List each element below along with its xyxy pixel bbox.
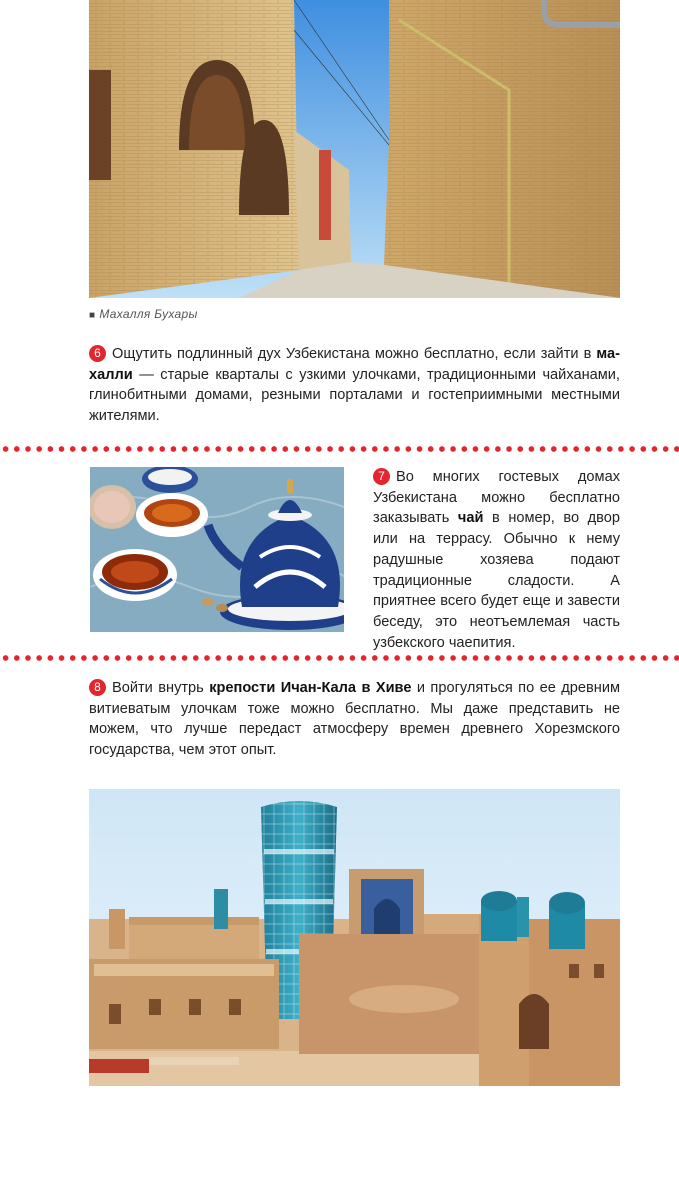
tip-8-keyword: крепости Ичан-Кала в Хиве xyxy=(209,680,412,696)
caption-square-icon: ■ xyxy=(89,310,96,321)
itchan-kala-photo xyxy=(89,789,620,1086)
tip-7-text xyxy=(373,467,620,653)
tea-set-photo xyxy=(90,467,344,632)
tip-6-keyword: ма-халли xyxy=(89,346,620,383)
caption-text: Махалля Бухары xyxy=(99,307,198,321)
tip-number-badge: 8 xyxy=(89,679,106,696)
tip-8-text-start: Войти внутрь xyxy=(112,680,210,696)
tip-6-text xyxy=(89,344,620,427)
tip-7-text-start: Во многих гостевых домах Узбекистана можно бесплатно заказывать xyxy=(373,469,620,527)
tip-8-text-end: и прогуляться по ее древним витиеватым улочкам тоже можно бесплатно. Мы даже представить не можем, что лучше передаст атмосферу времен древнего Хорезмского государства, чем этот опыт. xyxy=(89,680,621,759)
photo-caption xyxy=(89,307,198,321)
tip-6-text-end: — старые кварталы с узкими улочками, традиционными чайханами, глинобитными домами, резными порталами и гостеприимными местными жителями. xyxy=(89,366,620,425)
bukhara-street-photo xyxy=(89,0,620,298)
tip-number-badge: 6 xyxy=(89,345,106,362)
tip-8-text xyxy=(89,678,620,761)
tip-7-keyword: чай xyxy=(457,510,484,527)
tip-7 xyxy=(373,467,620,653)
dotted-divider xyxy=(0,654,679,662)
dotted-divider xyxy=(0,445,679,453)
tip-8 xyxy=(89,678,620,761)
tip-7-text-end: в номер, во двор или на террасу. Обычно к нему радушные хозяева подают традиционные сладости. А приятнее всего будет еще и завести беседу, это неотъемлемая часть узбекского чаепития. xyxy=(373,510,621,651)
tip-6-text-start: Ощутить подлинный дух Узбекистана можно бесплатно, если зайти в xyxy=(112,346,597,362)
tip-6 xyxy=(89,344,620,427)
tip-number-badge: 7 xyxy=(373,468,390,485)
